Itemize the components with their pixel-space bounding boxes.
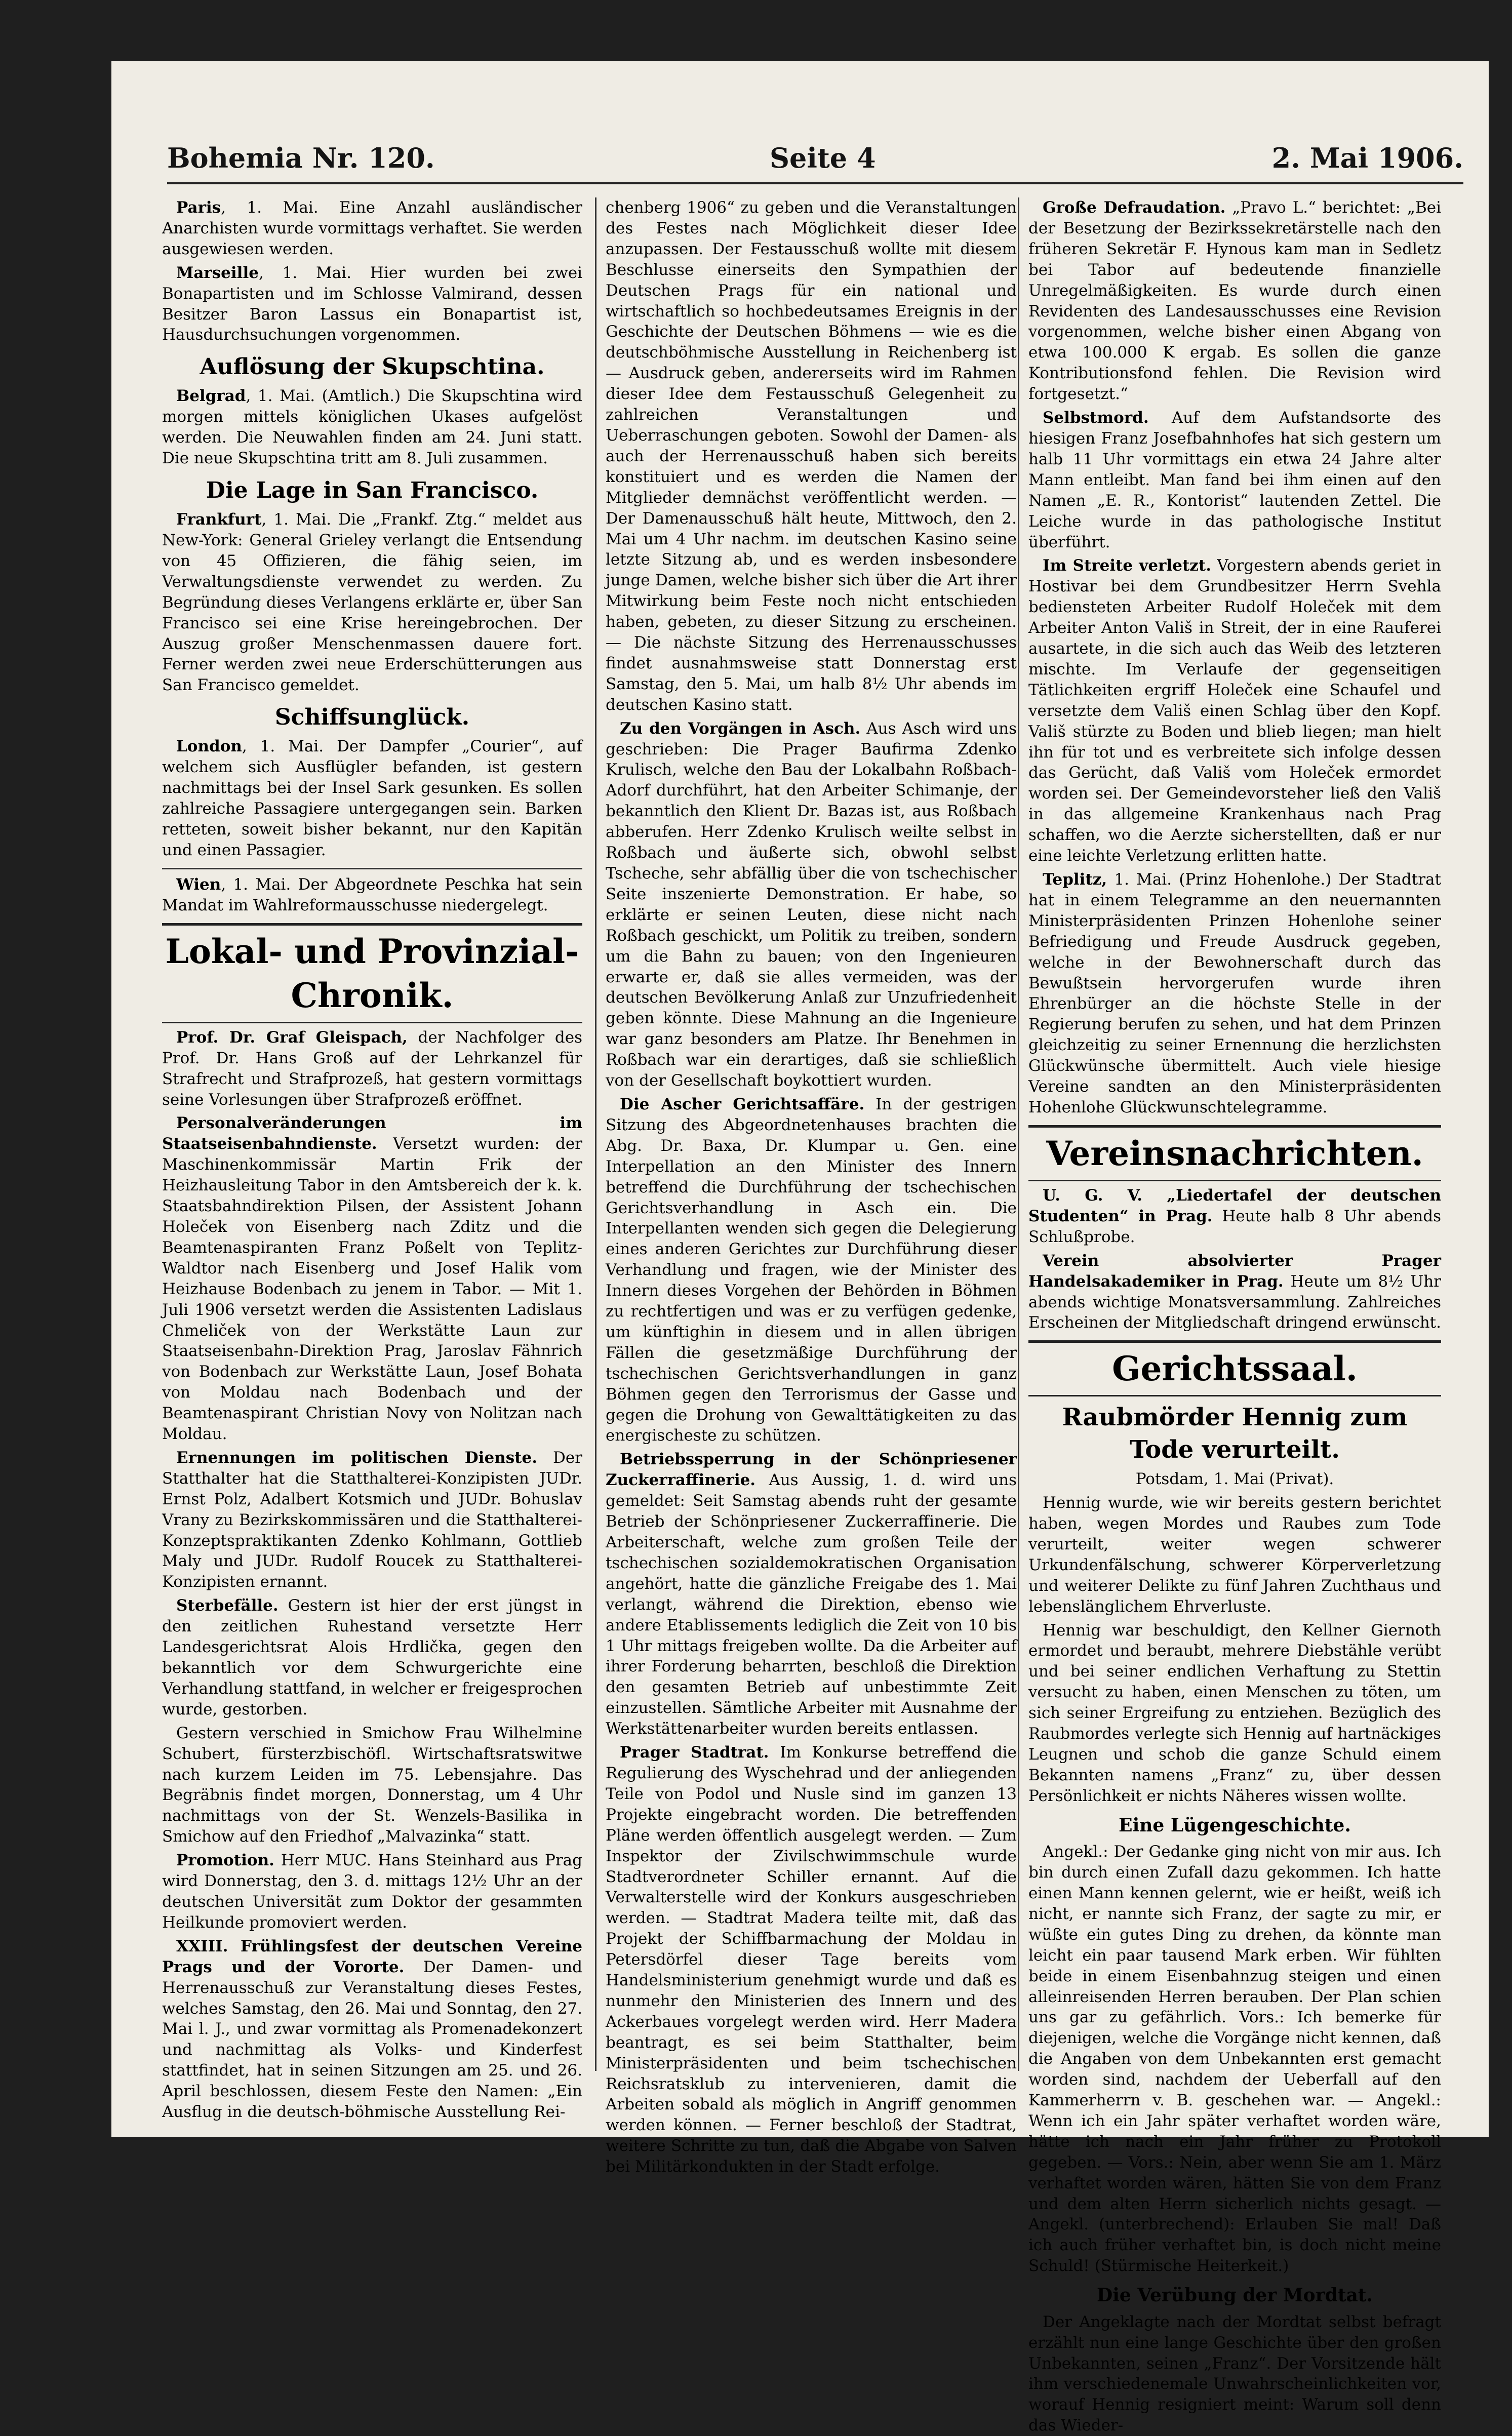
item-handelsakademiker: Verein absolvierter Prager Handelsakademiker in Prag. Heute um 8½ Uhr abends wichtige Monatsversammlung. Zahlreiches Erscheinen der Mitgliedschaft dringend erwünscht. [1028,1251,1441,1332]
item-defraudation: Große Defraudation. „Pravo L.“ berichtet: „Bei der Besetzung der Bezirkssekretärstelle nach den früheren Sekretär F. Hynous kam man in Sedletz bei Tabor auf bedeutende finanzielle Unregelmäßigkeiten. Es wurde durch einen Revidenten des Landesausschusses eine Revision vorgenommen, welche bisher einen Abgang von etwa 100.000 K ergab. Es sollen die ganze Kontributionsfond fehlen. Die Revision wird fortgesetzt.“ [1028,198,1441,404]
item-asch: Zu den Vorgängen in Asch. Aus Asch wird uns geschrieben: Die Prager Baufirma Zdenko Krulisch, welche den Bau der Lokalbahn Roßbach-Adorf durchführt, hat den Arbeiter Schimanje, der bekanntlich den Klient Dr. Bazas ist, aus Roßbach abberufen. Herr Zdenko Krulisch weilte selbst in Roßbach und äußerte sich, obwohl selbst Tscheche, sehr abfällig über die von tschechischer Seite inszenierte Demonstration. Er habe, so erklärte er seinen Leuten, diese nicht nach Roßbach geschickt, um Politik zu treiben, sondern um die Bahn zu bauen; von den Ingenieuren erwarte er, daß sie alles vermeiden, was der deutschen Bevölkerung Anlaß zur Unzufriedenheit geben könnte. Diese Mahnung an die Ingenieure war ganz besonders am Platze. Ihr Benehmen in Roßbach war ein derartiges, daß sie schließlich von der Gesellschaft boykottiert wurden. [606,719,1017,1090]
dateline-potsdam: Potsdam, 1. Mai (Privat). [1135,1470,1334,1489]
item-betriebssperrung: Betriebssperrung in der Schönpriesener Zuckerraffinerie. Aus Aussig, 1. d. wird uns gemeldet: Seit Samstag abends ruht der gesamte Betrieb der Schönpriesener Zuckerraffinerie. Die Arbeiterschaft, welche zum großen Teile der tschechischen sozialdemokratischen Organisation angehört, hatte die gänzliche Freigabe des 1. Mai verlangt, während die Direktion, ebenso wie andere Etablissements lediglich die Zeit von 10 bis 1 Uhr mittags freigeben wollte. Da die Arbeiter auf ihrer Forderung beharrten, beschloß die Direktion den gesamten Betrieb auf unbestimmte Zeit einzustellen. Sämtliche Arbeiter mit Ausnahme der Werkstättenarbeiter wurden bereits entlassen. [606,1450,1017,1738]
divider [162,868,582,869]
item-liedertafel: U. G. V. „Liedertafel der deutschen Studenten“ in Prag. Heute halb 8 Uhr abends Schlußprobe. [1028,1186,1441,1246]
item-prager-stadtrat: Prager Stadtrat. Im Konkurse betreffend die Regulierung des Wyschehrad und der anliegenden Teile von Podol und Nusle sind im ganzen 13 Projekte eingebracht worden. Die betreffenden Pläne werden öffentlich ausgelegt werden. — Zum Inspektor der Zivilschwimmschule wurde Stadtverordneter Schiller ernannt. Auf die Verwalterstelle wird der Konkurs ausgeschrieben werden. — Stadtrat Madera teilte mit, daß das Projekt der Schiffbarmachung der Moldau in Petersdörfel dieser Tage bereits vom Handelsministerium genehmigt wurde und daß es nunmehr den Ministerien des Innern und des Ackerbaues vorgelegt werden wird. Herr Madera beantragt, es sei beim Statthalter, beim Ministerpräsidenten und beim tschechischen Reichsratsklub zu intervenieren, damit die Arbeiten sobald als möglich in Angriff genommen werden können. — Ferner beschloß der Stadtrat, weitere Schritte zu tun, daß die Abgabe von Salven bei Militärkondukten in der Stadt erfolge. [606,1743,1017,2176]
header-paper-title: Bohemia Nr. 120. [167,142,435,174]
item-personal: Personalveränderungen im Staatseisenbahndienste. Versetzt wurden: der Maschinenkommissär Martin Frik der Heizhausleitung Tabor in den Amtsbereich der k. k. Staatsbahndirektion Pilsen, der Assistent Johann Holeček von Eisenberg nach Zditz und die Beamtenaspiranten Franz Poßelt von Teplitz-Waldtor nach Eisenberg und Josef Halik vom Heizhause Bodenbach zu jenem in Tabor. — Mit 1. Juli 1906 versetzt werden die Assistenten Ladislaus Chmeliček von der Werkstätte Laun zur Staatseisenbahn-Direktion Prag, Jaroslav Fähnrich von Bodenbach zur Werkstätte Laun, Josef Bohata von Moldau nach Bodenbach und der Beamtenaspirant Christian Novy von Nolitzan nach Moldau. [162,1114,582,1444]
news-marseille: Marseille, 1. Mai. Hier wurden bei zwei Bonapartisten und im Schlosse Valmirand, dessen Besitzer Baron Lassus ein Bonapartist ist, Hausdurchsuchungen vorgenommen. [162,263,582,344]
item-fruehlingsfest-cont: chenberg 1906“ zu geben und die Veranstaltungen des Festes nach Möglichkeit dieser Idee anzupassen. Der Festausschuß wollte mit diesem Beschlusse einerseits den Sympathien der Deutschen Prags für ein national und wirtschaftlich so hochbedeutsames Ereignis in der Geschichte der Deutschen Böhmens — wie es die deutschböhmische Ausstellung in Reichenberg ist — Ausdruck geben, andererseits wird im Rahmen dieser Idee dem Festausschuß Gelegenheit zu zahlreichen Veranstaltungen und Ueberraschungen geboten. Sowohl der Damen- als auch der Herrenausschuß haben sich bereits konstituiert und es werden die Namen der Mitglieder demnächst veröffentlicht werden. — Der Damenausschuß hält heute, Mittwoch, den 2. Mai um 4 Uhr nachm. im deutschen Kasino seine letzte Sitzung ab, und es werden insbesondere junge Damen, welche bisher sich über die Art ihrer Mitwirkung beim Feste noch nicht entschieden haben, gebeten, zu dieser Sitzung zu erscheinen. — Die nächste Sitzung des Herrenausschusses findet ausnahmsweise statt Donnerstag erst Samstag, den 5. Mai, um halb 8½ Uhr abends im deutschen Kasino statt. [606,198,1017,714]
item-sterbefaelle-2: Gestern verschied in Smichow Frau Wilhelmine Schubert, fürsterzbischöfl. Wirtschaftsratswitwe nach kurzem Leiden im 75. Lebensjahre. Das Begräbnis findet morgen, Donnerstag, um 4 Uhr nachmittags von der St. Wenzels-Basilika in Smichow auf den Friedhof „Malvazinka“ statt. [162,1724,582,1846]
item-ernennungen: Ernennungen im politischen Dienste. Der Statthalter hat die Statthalterei-Konzipisten JUDr. Ernst Polz, Adalbert Kotsmich und JUDr. Bohuslav Vrany zu Bezirkskommissären und die Statthalterei-Konzeptspraktikanten Zdenko Kohlmann, Gottlieb Maly und JUDr. Rudolf Roucek zu Statthalterei-Konzipisten ernannt. [162,1448,583,1591]
item-gleispach: Prof. Dr. Graf Gleispach, der Nachfolger des Prof. Dr. Hans Groß auf der Lehrkanzel für Strafrecht und Strafprozeß, hat gestern vormittags seine Vorlesungen über Strafprozeß eröffnet. [162,1028,582,1109]
gerichtssaal-para-4: Der Angeklagte nach der Mordtat selbst befragt erzählt nun eine lange Geschichte über den großen Unbekannten, seinen „Franz“. Der Vorsitzende hält ihm verschiedenemale Unwahrscheinlichkeiten vor, worauf Hennig resigniert meint: Warum soll denn das Wieder- [1028,2312,1441,2435]
page-header [167,137,1463,184]
section-lokal-chronik: Lokal- und Provinzial-Chronik. [162,923,582,1023]
item-fruehlingsfest: XXIII. Frühlingsfest der deutschen Vereine Prags und der Vororte. Der Damen- und Herrenausschuß zur Veranstaltung dieses Festes, welches Samstag, den 26. Mai und Sonntag, den 27. Mai l. J., und zwar vormittag als Promenadekonzert und nachmittag als Volks- und Kinderfest stattfindet, hat in seinen Sitzungen am 25. und 26. April beschlossen, diesem Feste den Namen: „Ein Ausflug in die deutsch-böhmische Ausstellung Rei- [162,1937,582,2122]
news-london: London, 1. Mai. Der Dampfer „Courier“, auf welchem sich Ausflügler befanden, ist gestern nachmittags bei der Insel Sark gesunken. Es sollen zahlreiche Passagiere untergegangen sein. Barken retteten, soweit bisher bekannt, nur den Kapitän und einen Passagier. [162,737,582,859]
news-wien: Wien, 1. Mai. Der Abgeordnete Peschka hat sein Mandat im Wahlreformausschusse niedergelegt. [162,875,582,914]
item-ascher-gerichtsaffaere: Die Ascher Gerichtsaffäre. In der gestrigen Sitzung des Abgeordnetenhauses brachten die Abg. Dr. Baxa, Dr. Klumpar u. Gen. eine Interpellation an den Minister des Innern betreffend die Durchführung der tschechischen Gerichtsverhandlung in Asch ein. Die Interpellanten wenden sich gegen die Delegierung eines anderen Gerichtes zur Durchführung dieser Verhandlung und fragen, wie der Minister des Innern dieses Vorgehen der Behörden in Böhmen zu rechtfertigen und was er zu verfügen gedenke, um künftighin in diesem und in allen übrigen Fällen die gesetzmäßige Durchführung der tschechischen Gerichtsverhandlungen in ganz Böhmen gegen den Terrorismus der Gasse und gegen die Drohung von Gewalttätigkeiten zu das energischeste zu schützen. [606,1095,1017,1445]
news-frankfurt: Frankfurt, 1. Mai. Die „Frankf. Ztg.“ meldet aus New-York: General Grieley verlangt die Entsendung von 45 Offizieren, die fähig seien, im Verwaltungsdienste verwendet zu werden. Zu Begründung dieses Verlangens erklärte er, über San Francisco sei eine Krise hereingebrochen. Der Auszug großer Menschenmassen dauere fort. Ferner werden zwei neue Erderschütterungen aus San Francisco gemeldet. [162,510,582,695]
heading-luegengeschichte: Eine Lügengeschichte. [1119,1814,1351,1836]
header-page-number: Seite 4 [770,142,876,174]
heading-mordtat: Die Verübung der Mordtat. [1097,2285,1373,2306]
headline-hennig: Raubmörder Hennig zum Tode verurteilt. [1062,1403,1408,1464]
item-promotion: Promotion. Herr MUC. Hans Steinhard aus Prag wird Donnerstag, den 3. d. mittags 12½ Uhr an der deutschen Universität zum Doktor der gesammten Heilkunde promoviert werden. [162,1851,582,1932]
gerichtssaal-para-3: Angekl.: Der Gedanke ging nicht von mir aus. Ich bin durch einen Zufall dazu gekommen. Ich hatte einen Mann kennen gelernt, wie er heißt, weiß ich nicht, er nannte sich Franz, der sagte zu mir, er wüßte ein gutes Ding zu drehen, da könnte man leicht ein paar tausend Mark erben. Wir fühlten beide in einem Eisenbahnzug steigen und einen alleinreisenden Herren berauben. Der Plan schien uns gar zu gefährlich. Vors.: Ich bemerke für diejenigen, welche die Vorgänge nicht kennen, daß die Angaben von dem Unbekannten erst gemacht worden sind, nachdem der Ueberfall auf den Kammerherrn v. B. geschehen war. — Angekl.: Wenn ich ein Jahr später verhaftet worden wäre, hätte ich nach ein Jahr früher zu Protokoll gegeben. — Vors.: Nein, aber wenn Sie am 1. März verhaftet worden wären, hätten Sie von dem Franz und dem alten Herrn sicherlich nichts gesagt. — Angekl. (unterbrechend): Erlauben Sie mal! Daß ich auch früher verhaftet bin, is doch nicht meine Schuld! (Stürmische Heiterkeit.) [1028,1843,1441,2275]
heading-schiffsunglueck: Schiffsunglück. [274,704,470,731]
column-1 [162,197,583,2122]
news-paris: Paris, 1. Mai. Eine Anzahl ausländischer Anarchisten wurde vormittags verhaftet. Sie werden ausgewiesen werden. [162,198,582,258]
news-belgrad: Belgrad, 1. Mai. (Amtlich.) Die Skupschtina wird morgen mittels königlichen Ukases aufgelöst werden. Die Neuwahlen finden am 24. Juni statt. Die neue Skupschtina tritt am 8. Juli zusammen. [162,387,582,468]
item-selbstmord: Selbstmord. Auf dem Aufstandsorte des hiesigen Franz Josefbahnhofes hat sich gestern um halb 11 Uhr vormittags ein etwa 24 Jahre alter Mann entleibt. Man fand bei ihm einen auf den Namen „E. R., Kontorist“ lautenden Zettel. Die Leiche wurde in das pathologische Institut überführt. [1028,409,1441,551]
column-3 [1018,197,1442,2435]
gerichtssaal-para-2: Hennig war beschuldigt, den Kellner Giernoth ermordet und beraubt, mehrere Diebstähle verübt und bei seiner endlichen Verhaftung zu Stettin versucht zu haben, einen Menschen zu töten, um sich seiner Ergreifung zu entziehen. Bezüglich des Raubmordes verlegte sich Hennig auf hartnäckiges Leugnen und schob die ganze Schuld einem Bekannten namens „Franz“ zu, über dessen Persönlichkeit er nichts Näheres wissen wollte. [1028,1621,1441,1805]
heading-skupschtina: Auflösung der Skupschtina. [200,354,545,380]
column-2 [595,197,1017,2176]
heading-san-francisco: Die Lage in San Francisco. [206,477,539,504]
header-date: 2. Mai 1906. [1271,142,1463,174]
item-streite: Im Streite verletzt. Vorgestern abends geriet in Hostivar bei dem Grundbesitzer Herrn Svehla bediensteten Arbeiter Rudolf Holeček mit dem Arbeiter Anton Vališ in Streit, der in eine Rauferei ausartete, in die sich auch das Weib des letzteren mischte. Im Verlaufe der gegenseitigen Tätlichkeiten ergriff Holeček eine Schaufel und versetzte dem Vališ einen Schlag über den Kopf. Vališ stürzte zu Boden und blieb liegen; man hielt ihn für tot und es verbreitete sich infolge dessen das Gerücht, daß Vališ vom Holeček ermordet worden sei. Der Gemeindevorsteher ließ den Vališ in das allgemeine Krankenhaus nach Prag schaffen, wo die Aerzte sicherstellten, daß er nur eine leichte Verletzung erlitten hatte. [1028,556,1442,865]
item-sterbefaelle: Sterbefälle. Gestern ist hier der erst jüngst in den zeitlichen Ruhestand versetzte Herr Landesgerichtsrat Alois Hrdlička, gegen den bekanntlich vor dem Schwurgerichte eine Verhandlung stattfand, in welcher er freigesprochen wurde, gestorben. [162,1596,582,1719]
section-gerichtssaal: Gerichtssaal. [1028,1340,1441,1396]
gerichtssaal-para-1: Hennig wurde, wie wir bereits gestern berichtet haben, wegen Mordes und Raubes zum Tode verurteilt, weiter wegen schwerer Urkundenfälschung, schwerer Körperverletzung und weiterer Delikte zu fünf Jahren Zuchthaus und lebenslänglichem Ehrverluste. [1028,1494,1441,1616]
item-teplitz: Teplitz, 1. Mai. (Prinz Hohenlohe.) Der Stadtrat hat in einem Telegramme an den neuernannten Ministerpräsidenten Prinzen Hohenlohe seiner Befriedigung und Freude Ausdruck gegeben, welche in der Bewohnerschaft durch das Bewußtsein hervorgerufen wurde ihren Ehrenbürger an die höchste Stelle in der Regierung berufen zu sehen, und hat dem Prinzen gleichzeitig zu seiner Ernennung die herzlichsten Glückwünsche übermittelt. Auch viele hiesige Vereine sandten an den Ministerpräsidenten Hohenlohe Glückwunschtelegramme. [1028,870,1441,1116]
section-vereinsnachrichten: Vereinsnachrichten. [1028,1125,1441,1181]
